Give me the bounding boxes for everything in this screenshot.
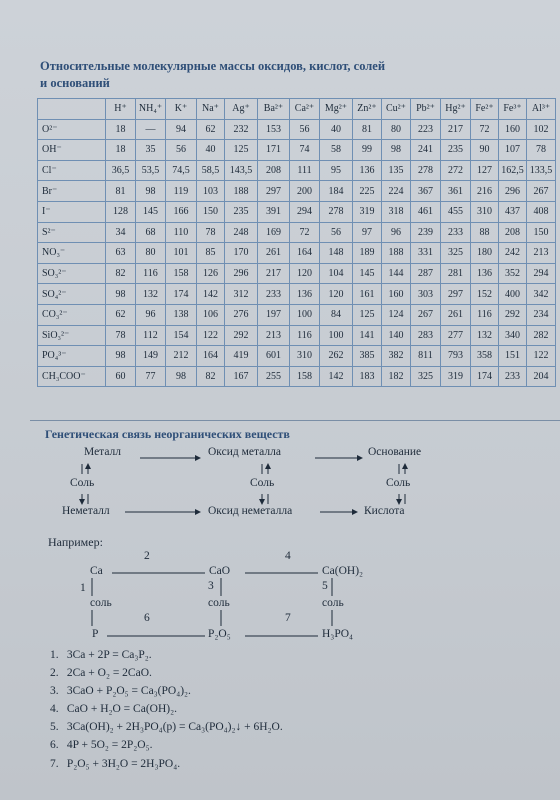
equation-item <box>50 682 283 700</box>
mass-cell: 208 <box>258 160 290 181</box>
scheme-salt-middle: Соль <box>250 477 275 489</box>
mass-cell: 361 <box>441 181 471 202</box>
scheme-base: Основание <box>368 446 422 458</box>
ex-salt-middle: соль <box>208 597 230 609</box>
ex-p2o5: P₂O₅ <box>208 628 231 640</box>
mass-cell: 197 <box>258 304 290 325</box>
genetic-link-title: Генетическая связь неорганических веществ <box>45 427 290 441</box>
mass-cell: 74 <box>290 140 320 161</box>
mass-cell: 278 <box>320 201 353 222</box>
mass-cell: 212 <box>166 346 197 367</box>
mass-cell: 310 <box>290 346 320 367</box>
cation-header: Zn²⁺ <box>353 99 382 120</box>
mass-cell: 325 <box>441 243 471 264</box>
cation-header: Cu²⁺ <box>382 99 411 120</box>
mass-cell: 116 <box>471 304 499 325</box>
mass-cell: 97 <box>353 222 382 243</box>
scheme-nonmetal: Неметалл <box>62 505 110 517</box>
scheme-nonmetal-oxide: Оксид неметалла <box>208 505 293 517</box>
mass-cell: 53,5 <box>136 160 166 181</box>
mass-cell: 164 <box>197 346 225 367</box>
mass-cell: 294 <box>527 263 556 284</box>
mass-cell: 340 <box>499 325 527 346</box>
mass-cell: 127 <box>471 160 499 181</box>
equation-item <box>50 718 283 736</box>
mass-cell: 106 <box>197 304 225 325</box>
mass-cell: 103 <box>197 181 225 202</box>
mass-cell: 318 <box>382 201 411 222</box>
ex-p: P <box>92 628 99 640</box>
anion-header: SO₄²⁻ <box>38 284 106 305</box>
equation-number: 5. <box>50 721 59 734</box>
table-title-line2: и оснований <box>40 76 110 90</box>
equation-list <box>50 646 283 773</box>
mass-cell: 223 <box>411 119 441 140</box>
mass-cell: 242 <box>499 243 527 264</box>
mass-cell: 233 <box>499 366 527 387</box>
mass-cell: 135 <box>382 160 411 181</box>
mass-cell: 116 <box>136 263 166 284</box>
mass-cell: 119 <box>166 181 197 202</box>
equation-number: 2. <box>50 667 59 680</box>
mass-cell: 296 <box>225 263 258 284</box>
mass-cell: 419 <box>225 346 258 367</box>
mass-cell: 125 <box>225 140 258 161</box>
mass-cell: 208 <box>499 222 527 243</box>
anion-header: NO₃⁻ <box>38 243 106 264</box>
mass-cell: 125 <box>353 304 382 325</box>
mass-cell: 331 <box>411 243 441 264</box>
cation-header: Hg²⁺ <box>441 99 471 120</box>
mass-cell: 189 <box>353 243 382 264</box>
mass-cell: 224 <box>382 181 411 202</box>
mass-cell: 204 <box>527 366 556 387</box>
scheme-salt-left: Соль <box>70 477 95 489</box>
cation-header: NH₄⁺ <box>136 99 166 120</box>
mass-cell: 35 <box>136 140 166 161</box>
mass-cell: 234 <box>527 304 556 325</box>
mass-cell: 292 <box>499 304 527 325</box>
mass-cell: 217 <box>441 119 471 140</box>
mass-cell: 811 <box>411 346 441 367</box>
mass-cell: 278 <box>411 160 441 181</box>
mass-cell: 233 <box>441 222 471 243</box>
ex-ca: Ca <box>90 565 103 577</box>
mass-cell: 461 <box>411 201 441 222</box>
mass-cell: 287 <box>411 263 441 284</box>
mass-cell: 98 <box>136 181 166 202</box>
table-title-line1: Относительные молекулярные массы оксидов, кислот, солей <box>40 59 386 73</box>
mass-cell: 233 <box>258 284 290 305</box>
mass-cell: 391 <box>258 201 290 222</box>
step-1-label: 1 <box>80 582 86 594</box>
mass-cell: 90 <box>471 140 499 161</box>
mass-cell: 148 <box>320 243 353 264</box>
mass-cell: 200 <box>290 181 320 202</box>
anion-header: OH⁻ <box>38 140 106 161</box>
mass-cell: 180 <box>471 243 499 264</box>
example-title: Например: <box>48 535 103 549</box>
mass-cell: 78 <box>197 222 225 243</box>
mass-cell: 297 <box>258 181 290 202</box>
mass-cell: 150 <box>197 201 225 222</box>
ex-salt-left: соль <box>90 597 112 609</box>
mass-cell: 63 <box>106 243 136 264</box>
step-5-label: 5 <box>322 580 328 592</box>
mass-cell: 78 <box>106 325 136 346</box>
mass-cell: 80 <box>136 243 166 264</box>
step-6-label: 6 <box>144 612 150 624</box>
mass-cell: 213 <box>527 243 556 264</box>
mass-cell: 292 <box>225 325 258 346</box>
mass-cell: 145 <box>353 263 382 284</box>
mass-cell: 255 <box>258 366 290 387</box>
equation-item <box>50 646 283 664</box>
mass-cell: 235 <box>225 201 258 222</box>
mass-cell: 144 <box>382 263 411 284</box>
mass-cell: 132 <box>471 325 499 346</box>
mass-cell: 100 <box>290 304 320 325</box>
equation-text: P₂O₅ + 3H₂O = 2H₃PO₄. <box>66 757 181 770</box>
ex-h3po4: H₃PO₄ <box>322 628 354 640</box>
mass-cell: 241 <box>411 140 441 161</box>
mass-cell: 310 <box>471 201 499 222</box>
mass-cell: 56 <box>166 140 197 161</box>
mass-cell: 120 <box>320 284 353 305</box>
mass-cell: 58 <box>320 140 353 161</box>
equation-number: 7. <box>50 757 59 770</box>
mass-cell: 282 <box>527 325 556 346</box>
mass-cell: 267 <box>527 181 556 202</box>
mass-cell: 36,5 <box>106 160 136 181</box>
mass-cell: 153 <box>258 119 290 140</box>
mass-cell: 170 <box>225 243 258 264</box>
scheme-salt-right: Соль <box>386 477 411 489</box>
anion-header: Br⁻ <box>38 181 106 202</box>
equation-text: 3Ca(OH)₂ + 2H₃PO₄(р) = Ca₃(PO₄)₂↓ + 6H₂O. <box>66 721 283 734</box>
mass-cell: 149 <box>136 346 166 367</box>
mass-cell: 107 <box>499 140 527 161</box>
mass-cell: 141 <box>353 325 382 346</box>
anion-header: Cl⁻ <box>38 160 106 181</box>
equation-text: CaO + H₂O = Ca(OH)₂. <box>66 703 177 716</box>
cation-header: Ba²⁺ <box>258 99 290 120</box>
equation-text: 2Ca + O₂ = 2CaO. <box>66 667 152 680</box>
cation-header: Fe³⁺ <box>499 99 527 120</box>
mass-cell: 188 <box>225 181 258 202</box>
mass-cell: 101 <box>166 243 197 264</box>
mass-cell: 140 <box>382 325 411 346</box>
mass-cell: 98 <box>382 140 411 161</box>
mass-cell: 217 <box>258 263 290 284</box>
mass-cell: 120 <box>290 263 320 284</box>
mass-cell: 100 <box>320 325 353 346</box>
mass-cell: 80 <box>382 119 411 140</box>
mass-cell: 104 <box>320 263 353 284</box>
mass-cell: 122 <box>197 325 225 346</box>
mass-cell: 98 <box>106 346 136 367</box>
mass-cell: 95 <box>320 160 353 181</box>
mass-cell: 112 <box>136 325 166 346</box>
mass-cell: 161 <box>353 284 382 305</box>
equation-number: 6. <box>50 739 59 752</box>
mass-cell: 277 <box>441 325 471 346</box>
anion-header: S²⁻ <box>38 222 106 243</box>
mass-cell: 136 <box>353 160 382 181</box>
mass-cell: 128 <box>106 201 136 222</box>
mass-cell: 18 <box>106 119 136 140</box>
mass-cell: 143,5 <box>225 160 258 181</box>
mass-cell: 601 <box>258 346 290 367</box>
mass-cell: 111 <box>290 160 320 181</box>
step-7-label: 7 <box>285 612 291 624</box>
mass-cell: 68 <box>136 222 166 243</box>
mass-cell: 367 <box>411 181 441 202</box>
mass-cell: 167 <box>225 366 258 387</box>
mass-cell: 283 <box>411 325 441 346</box>
mass-cell: 81 <box>353 119 382 140</box>
mass-cell: 142 <box>320 366 353 387</box>
mass-cell: 382 <box>382 346 411 367</box>
mass-cell: 216 <box>471 181 499 202</box>
mass-cell: 281 <box>441 263 471 284</box>
ex-caoh2: Ca(OH)₂ <box>322 565 364 577</box>
mass-cell: 56 <box>320 222 353 243</box>
mass-cell: 78 <box>527 140 556 161</box>
cation-header: Ca²⁺ <box>290 99 320 120</box>
mass-cell: 303 <box>411 284 441 305</box>
mass-cell: 297 <box>441 284 471 305</box>
mass-cell: 400 <box>499 284 527 305</box>
mass-cell: 232 <box>225 119 258 140</box>
mass-cell: 116 <box>290 325 320 346</box>
mass-cell: 154 <box>166 325 197 346</box>
mass-cell: 96 <box>136 304 166 325</box>
mass-cell: 145 <box>136 201 166 222</box>
mass-cell: 94 <box>166 119 197 140</box>
anion-header: SO₃²⁻ <box>38 263 106 284</box>
mass-cell: 171 <box>258 140 290 161</box>
anion-header: O²⁻ <box>38 119 106 140</box>
mass-cell: 142 <box>197 284 225 305</box>
cation-header: Al³⁺ <box>527 99 556 120</box>
mass-cell: 174 <box>166 284 197 305</box>
mass-cell: 40 <box>320 119 353 140</box>
mass-cell: 62 <box>197 119 225 140</box>
mass-cell: 262 <box>320 346 353 367</box>
mass-cell: 88 <box>471 222 499 243</box>
equation-number: 3. <box>50 685 59 698</box>
mass-cell: 18 <box>106 140 136 161</box>
mass-cell: 133,5 <box>527 160 556 181</box>
equation-text: 3CaO + P₂O₅ = Ca₃(PO₄)₂. <box>66 685 191 698</box>
mass-cell: 82 <box>106 263 136 284</box>
mass-cell: 272 <box>441 160 471 181</box>
equation-item <box>50 664 283 682</box>
mass-cell: 261 <box>258 243 290 264</box>
mass-cell: 81 <box>106 181 136 202</box>
mass-cell: 98 <box>106 284 136 305</box>
mass-cell: 60 <box>106 366 136 387</box>
mass-cell: 96 <box>382 222 411 243</box>
mass-cell: 296 <box>499 181 527 202</box>
mass-cell: 74,5 <box>166 160 197 181</box>
step-4-label: 4 <box>285 550 291 562</box>
step-3-label: 3 <box>208 580 214 592</box>
mass-cell: 342 <box>527 284 556 305</box>
mass-cell: 84 <box>320 304 353 325</box>
mass-cell: 124 <box>382 304 411 325</box>
mass-cell: 85 <box>197 243 225 264</box>
mass-cell: 102 <box>527 119 556 140</box>
mass-cell: 182 <box>382 366 411 387</box>
mass-cell: 136 <box>290 284 320 305</box>
mass-cell: 188 <box>382 243 411 264</box>
mass-cell: 358 <box>471 346 499 367</box>
mass-cell: 225 <box>353 181 382 202</box>
mass-cell: 793 <box>441 346 471 367</box>
scheme-acid: Кислота <box>364 505 405 517</box>
mass-cell: 385 <box>353 346 382 367</box>
cation-header: K⁺ <box>166 99 197 120</box>
mass-cell: 408 <box>527 201 556 222</box>
mass-cell: 151 <box>499 346 527 367</box>
equation-item <box>50 736 283 754</box>
mass-cell: 99 <box>353 140 382 161</box>
mass-cell: 77 <box>136 366 166 387</box>
mass-cell: 72 <box>471 119 499 140</box>
mass-cell: 150 <box>527 222 556 243</box>
mass-cell: 294 <box>290 201 320 222</box>
mass-cell: 158 <box>290 366 320 387</box>
mass-cell: 98 <box>166 366 197 387</box>
ex-salt-right: соль <box>322 597 344 609</box>
scheme-metal-oxide: Оксид металла <box>208 446 281 458</box>
mass-cell: 213 <box>258 325 290 346</box>
mass-cell: 352 <box>499 263 527 284</box>
mass-cell: 110 <box>166 222 197 243</box>
mass-cell: 122 <box>527 346 556 367</box>
equation-text: 4P + 5O₂ = 2P₂O₅. <box>66 739 153 752</box>
cation-header: Fe²⁺ <box>471 99 499 120</box>
mass-cell: 58,5 <box>197 160 225 181</box>
anion-header: SiO₃²⁻ <box>38 325 106 346</box>
mass-cell: 40 <box>197 140 225 161</box>
mass-cell: 174 <box>471 366 499 387</box>
equation-text: 3Ca + 2P = Ca₃P₂. <box>66 649 152 661</box>
mass-cell: 248 <box>225 222 258 243</box>
mass-cell: 235 <box>441 140 471 161</box>
mass-cell: 437 <box>499 201 527 222</box>
mass-cell: 164 <box>290 243 320 264</box>
step-2-label: 2 <box>144 550 150 562</box>
mass-cell: 82 <box>197 366 225 387</box>
mass-cell: 166 <box>166 201 197 222</box>
mass-cell: 138 <box>166 304 197 325</box>
mass-cell: 319 <box>353 201 382 222</box>
mass-cell: 184 <box>320 181 353 202</box>
mass-cell: 455 <box>441 201 471 222</box>
mass-cell: 183 <box>353 366 382 387</box>
mass-cell: 34 <box>106 222 136 243</box>
mass-cell: 126 <box>197 263 225 284</box>
mass-cell: 152 <box>471 284 499 305</box>
mass-cell: 132 <box>136 284 166 305</box>
mass-cell: 319 <box>441 366 471 387</box>
mass-cell: 160 <box>382 284 411 305</box>
equation-number: 4. <box>50 703 59 716</box>
ex-cao: CaO <box>209 565 231 577</box>
mass-cell: 158 <box>166 263 197 284</box>
mass-cell: 136 <box>471 263 499 284</box>
mass-cell: — <box>136 119 166 140</box>
anion-header: PO₄³⁻ <box>38 346 106 367</box>
mass-cell: 169 <box>258 222 290 243</box>
equation-number: 1. <box>50 649 59 661</box>
anion-header: I⁻ <box>38 201 106 222</box>
anion-header: CO₃²⁻ <box>38 304 106 325</box>
cation-header: H⁺ <box>106 99 136 120</box>
mass-cell: 276 <box>225 304 258 325</box>
cation-header: Ag⁺ <box>225 99 258 120</box>
mass-cell: 162,5 <box>499 160 527 181</box>
scheme-metal: Металл <box>84 446 122 458</box>
mass-cell: 160 <box>499 119 527 140</box>
mass-cell: 62 <box>106 304 136 325</box>
mass-cell: 325 <box>411 366 441 387</box>
mass-cell: 267 <box>411 304 441 325</box>
cation-header: Na⁺ <box>197 99 225 120</box>
mass-cell: 72 <box>290 222 320 243</box>
mass-cell: 56 <box>290 119 320 140</box>
equation-item <box>50 700 283 718</box>
equation-item <box>50 755 283 773</box>
mass-cell: 261 <box>441 304 471 325</box>
mass-cell: 239 <box>411 222 441 243</box>
anion-header: CH₃COO⁻ <box>38 366 106 387</box>
cation-header: Mg²⁺ <box>320 99 353 120</box>
mass-cell: 312 <box>225 284 258 305</box>
cation-header: Pb²⁺ <box>411 99 441 120</box>
